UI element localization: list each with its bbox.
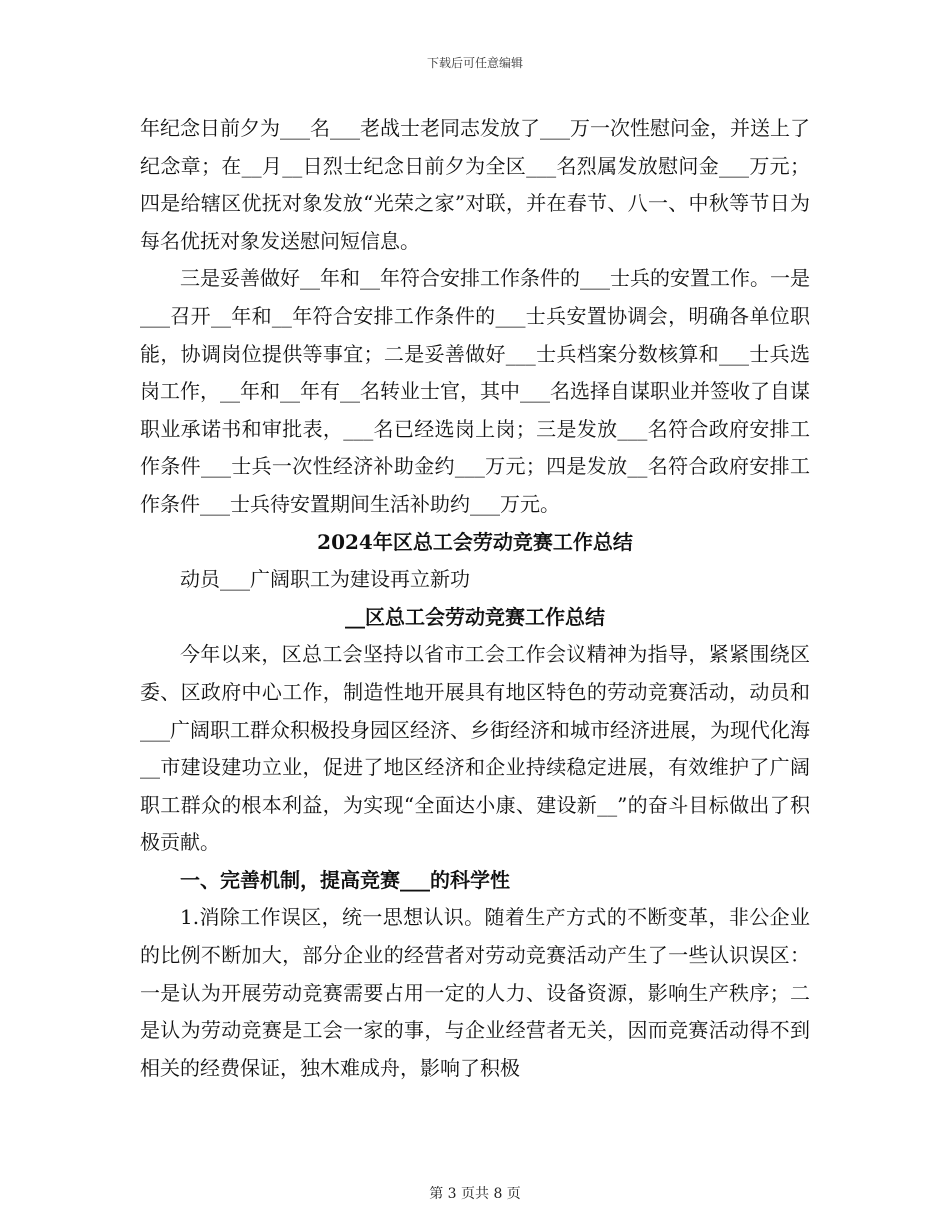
- section-heading: 一、完善机制，提高竞赛___的科学性: [180, 867, 510, 892]
- paragraph: 今年以来，区总工会坚持以省市工会工作会议精神为指导，紧紧围绕区委、区政府中心工作，制造性地开展具有地区特色的劳动竞赛活动，动员和___广阔职工群众积极投身园区经济、乡街经济和城市经济进展，为现代化海__市建设建功立业，促进了地区经济和企业持续稳定进展，有效维护了广阔职工群众的根本利益，为实现“全面达小康、建设新__”的奋斗目标做出了积极贡献。: [140, 642, 810, 855]
- paragraph: 三是妥善做好__年和__年符合安排工作条件的___士兵的安置工作。一是___召开__年和__年符合安排工作条件的___士兵安置协调会，明确各单位职能，协调岗位提供等事宜；二是妥善做好___士兵档案分数核算和___士兵选岗工作，__年和__年有__名转业士官，其中___名选择自谋职业并签收了自谋职业承诺书和审批表，___名已经选岗上岗；三是发放___名符合政府安排工作条件___士兵一次性经济补助金约___万元；四是发放__名符合政府安排工作条件___士兵待安置期间生活补助约___万元。: [140, 266, 810, 516]
- document-title: 2024年区总工会劳动竞赛工作总结: [317, 529, 633, 554]
- document-body: [140, 110, 810, 1087]
- paragraph: 年纪念日前夕为___名___老战士老同志发放了___万一次性慰问金，并送上了纪念章；在__月__日烈士纪念日前夕为全区___名烈属发放慰问金___万元；四是给辖区优抚对象发放“光荣之家”对联，并在春节、八一、中秋等节日为每名优抚对象发送慰问短信息。: [140, 116, 810, 253]
- paragraph: 1.消除工作误区，统一思想认识。随着生产方式的不断变革，非公企业的比例不断加大，部分企业的经营者对劳动竞赛活动产生了一些认识误区：一是认为开展劳动竞赛需要占用一定的人力、设备资源，影响生产秩序；二是认为劳动竞赛是工会一家的事，与企业经营者无关，因而竞赛活动得不到相关的经费保证，独木难成舟，影响了积极: [140, 905, 810, 1080]
- subtitle: 动员___广阔职工为建设再立新功: [180, 567, 470, 592]
- section-title: __区总工会劳动竞赛工作总结: [345, 604, 605, 629]
- page-header: 下载后可任意编辑: [426, 56, 523, 70]
- page-footer: 第 3 页共 8 页: [429, 1186, 521, 1202]
